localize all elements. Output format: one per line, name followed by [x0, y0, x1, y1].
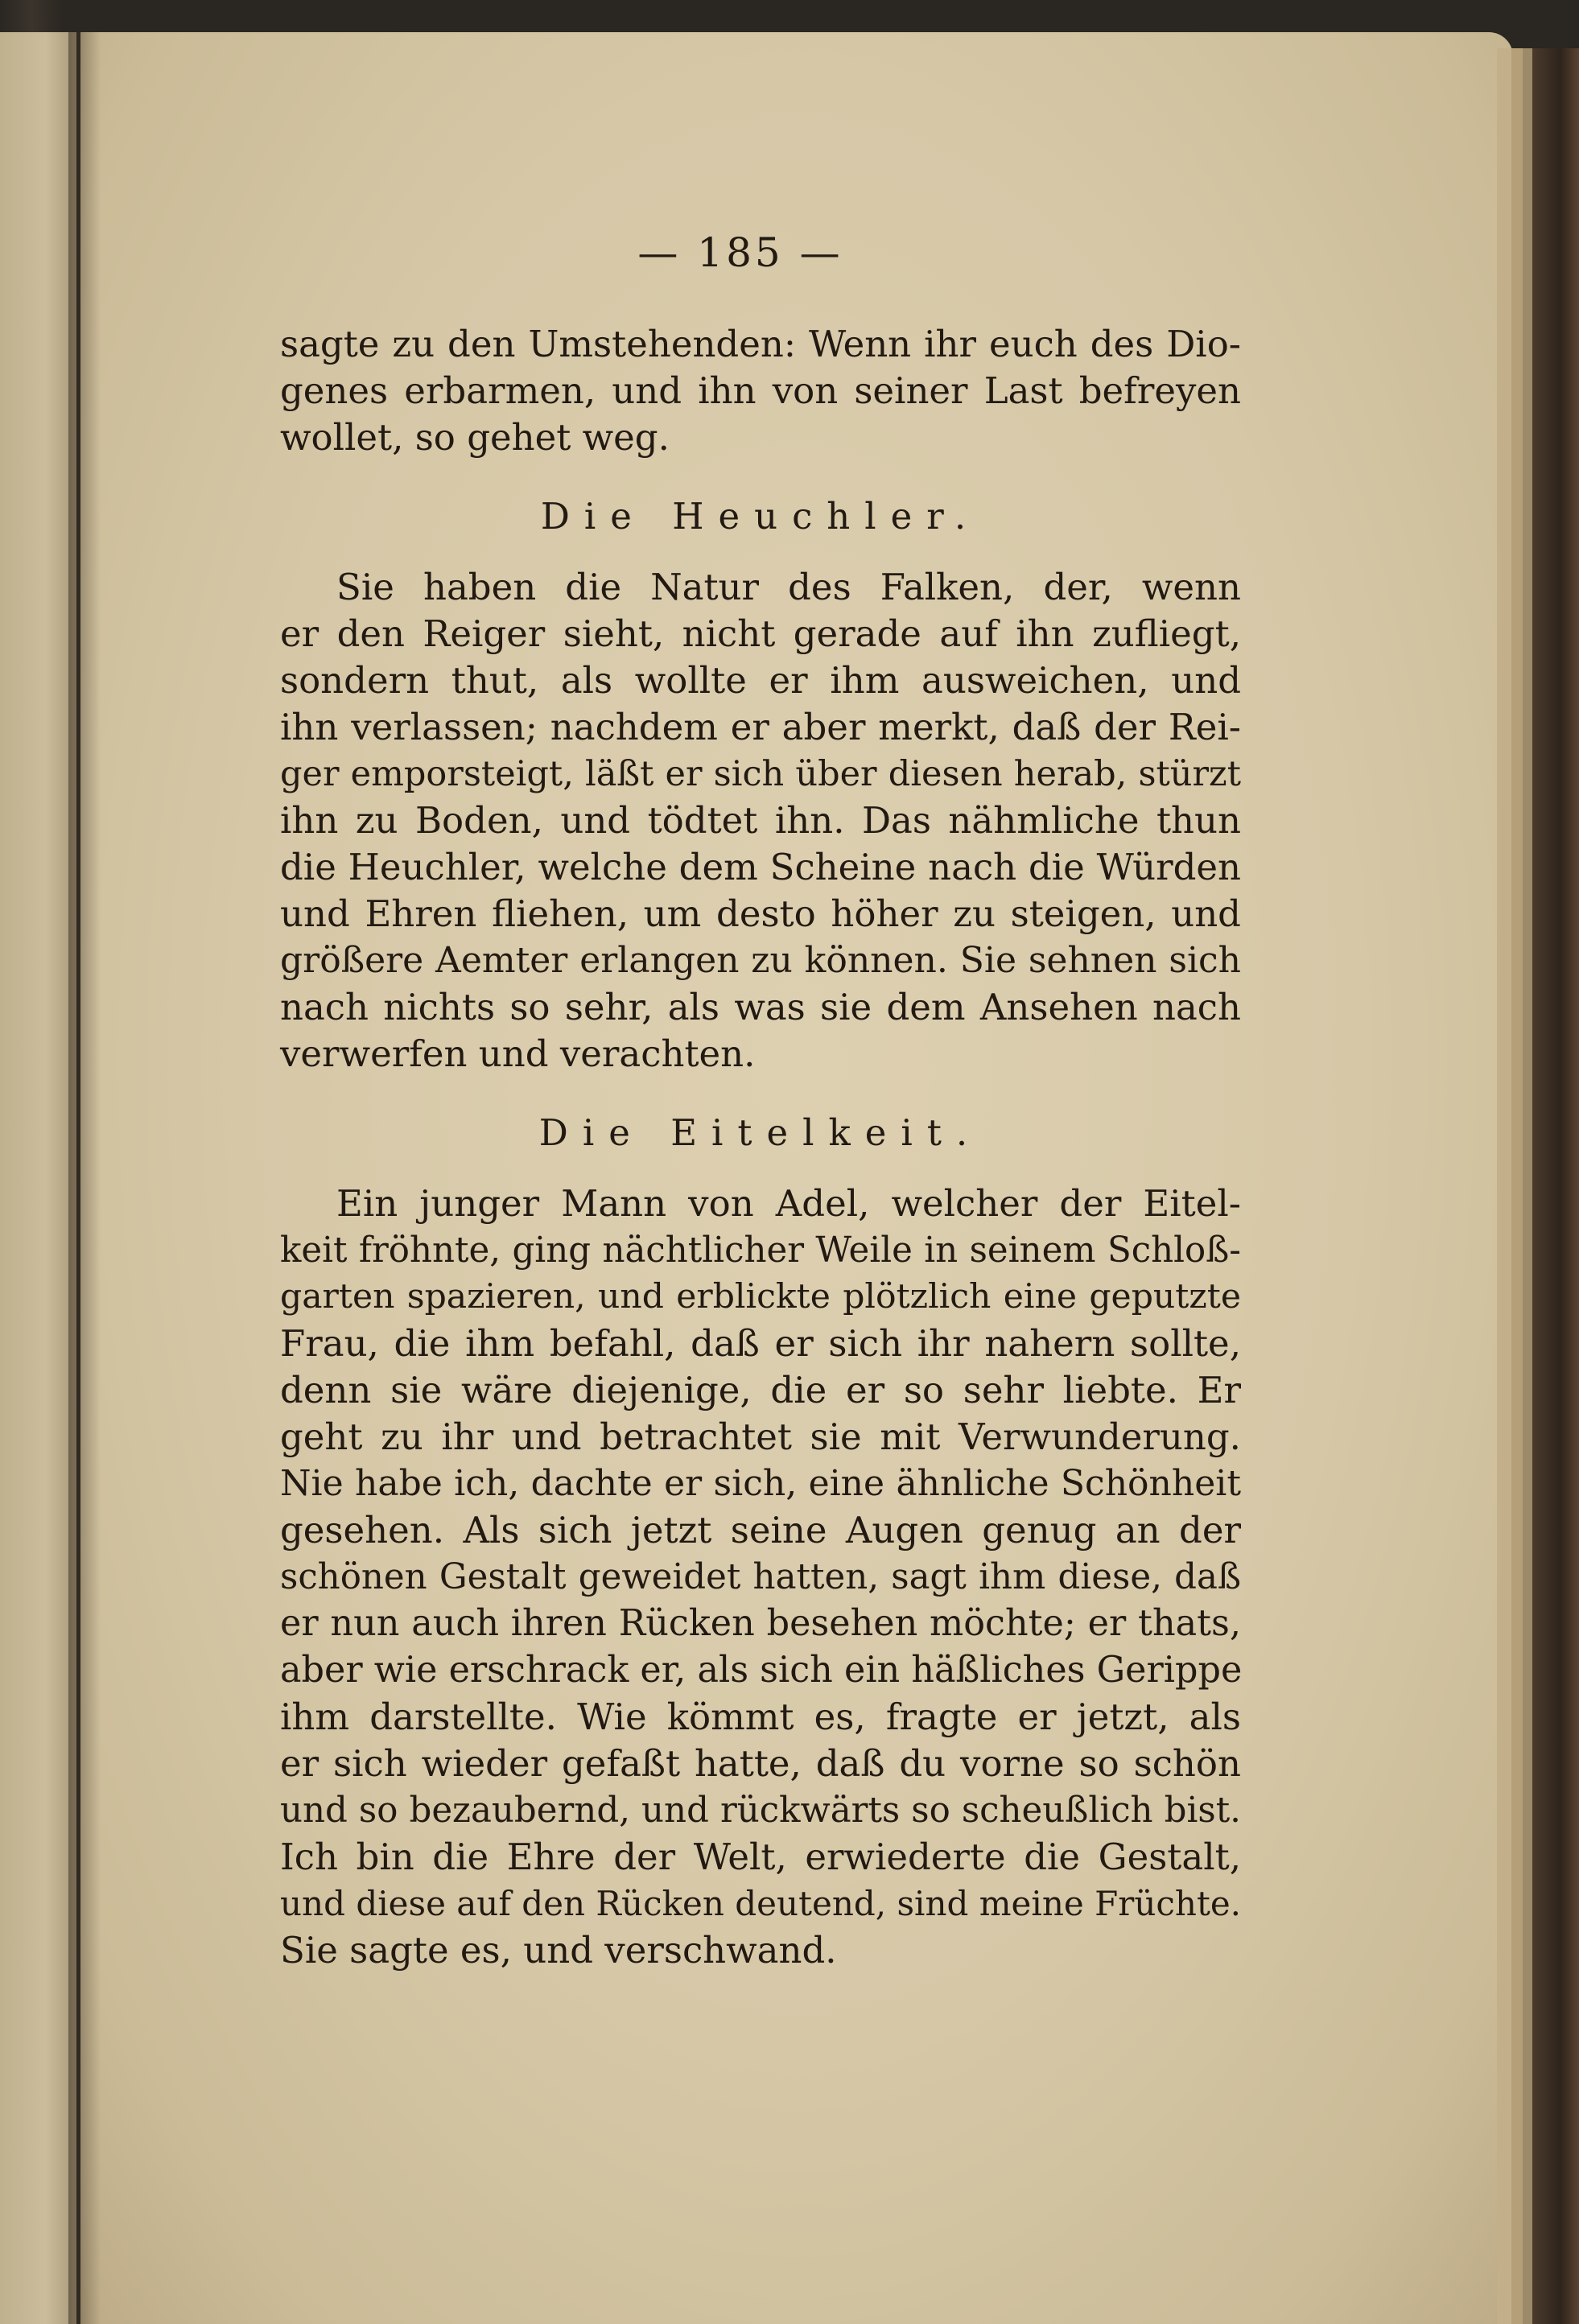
text-line: denn sie wäre diejenige, die er so sehr liebte. Er — [280, 1369, 1241, 1411]
text-line: aber wie erschrack er, als sich ein häßliches Gerippe — [280, 1650, 1243, 1691]
text-line: Ich bin die Ehre der Welt, erwiederte die Gestalt, — [280, 1836, 1241, 1878]
text-line: ger emporsteigt, läßt er sich über diesen herab, stürzt — [280, 754, 1241, 794]
text-line: geht zu ihr und betrachtet sie mit Verwunderung. — [280, 1415, 1241, 1458]
text-line: sagte zu den Umstehenden: Wenn ihr euch des Dio- — [280, 323, 1241, 365]
text-line: er den Reiger sieht, nicht gerade auf ihn zufliegt, — [280, 612, 1241, 655]
text-line: ihn verlassen; nachdem er aber merkt, daß der Rei- — [280, 706, 1241, 748]
text-line: er sich wieder gefaßt hatte, daß du vorne so schön — [280, 1742, 1241, 1785]
text-line: gesehen. Als sich jetzt seine Augen genug an der — [280, 1509, 1241, 1551]
page-edge — [1511, 48, 1523, 2324]
text-line: wollet, so gehet weg. — [280, 416, 670, 459]
page-gutter-shadow — [68, 32, 101, 2324]
text-line: die Heuchler, welche dem Scheine nach die Würden — [280, 846, 1241, 888]
text-line: nach nichts so sehr, als was sie dem Ansehen nach — [280, 986, 1241, 1028]
text-line: Ein junger Mann von Adel, welcher der Eitel- — [336, 1182, 1241, 1225]
text-line: Sie sagte es, und verschwand. — [280, 1929, 837, 1972]
page-number: — 185 — — [637, 229, 843, 276]
text-line: ihn zu Boden, und tödtet ihn. Das nähmliche thun — [280, 799, 1241, 842]
text-line: verwerfen und verachten. — [280, 1032, 756, 1075]
page-edge — [1523, 48, 1532, 2324]
text-line: schönen Gestalt geweidet hatten, sagt ihm diese, daß — [280, 1557, 1241, 1597]
text-line: Sie haben die Natur des Falken, der, wenn — [336, 566, 1241, 608]
section-heading: Die Eitelkeit. — [538, 1111, 983, 1154]
text-line: garten spazieren, und erblickte plötzlich eine geputzte — [280, 1277, 1241, 1317]
text-line: er nun auch ihren Rücken besehen möchte; er thats, — [280, 1603, 1241, 1644]
section-heading: Die Heuchler. — [540, 495, 981, 538]
text-line: Frau, die ihm befahl, daß er sich ihr nahern sollte, — [280, 1322, 1241, 1365]
facing-page-edge — [0, 32, 76, 2324]
text-line: Nie habe ich, dachte er sich, eine ähnliche Schönheit — [280, 1463, 1241, 1504]
page-edge — [1497, 48, 1511, 2324]
text-line: größere Aemter erlangen zu können. Sie sehnen sich — [280, 940, 1241, 981]
text-line: ihm darstellte. Wie kömmt es, fragte er jetzt, als — [280, 1696, 1241, 1738]
text-line: und diese auf den Rücken deutend, sind meine Früchte. — [280, 1884, 1242, 1923]
text-line: keit fröhnte, ging nächtlicher Weile in seinem Schloß- — [280, 1230, 1241, 1271]
text-line: sondern thut, als wollte er ihm ausweichen, und — [280, 659, 1241, 702]
text-line: und so bezaubernd, und rückwärts so scheußlich bist. — [280, 1790, 1241, 1831]
book-cover-edge — [1532, 48, 1579, 2324]
text-line: und Ehren fliehen, um desto höher zu steigen, und — [280, 892, 1241, 935]
text-line: genes erbarmen, und ihn von seiner Last befreyen — [280, 369, 1241, 412]
